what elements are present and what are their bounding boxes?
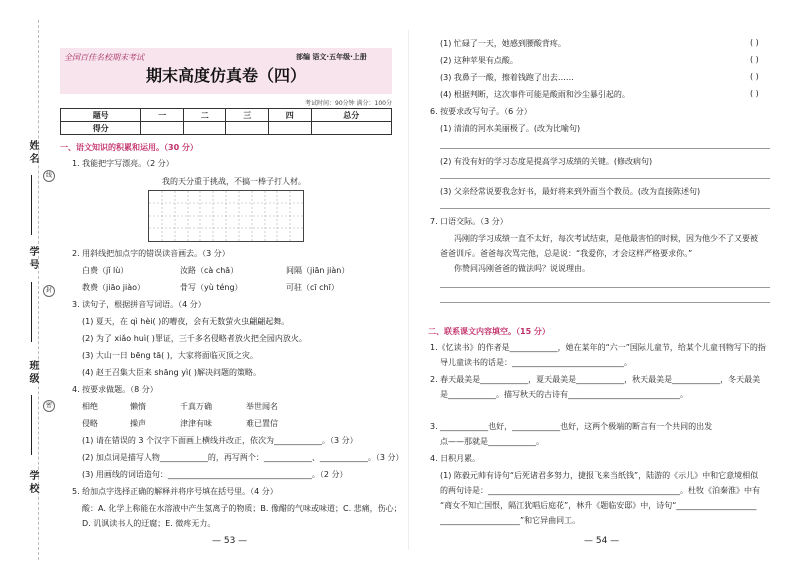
word-item: 难已置信 [246, 419, 278, 428]
question-5: 5. 给加点字选择正确的解释并将序号填在括号里。（4 分） [72, 487, 278, 496]
binding-id-label: 学号 [27, 246, 38, 272]
binding-school-label: 学校 [27, 470, 38, 496]
poem-question-line: ____________________”和它异曲同工。 [440, 516, 581, 525]
question-3-item: (4) 赵王召集大臣来 shāng yì( )解决问题的策略。 [82, 368, 261, 377]
score-cell: 得分 [61, 122, 141, 135]
score-input-cell[interactable] [141, 122, 184, 135]
answer-bracket[interactable]: ( ) [750, 89, 759, 98]
page-number-left: — 53 — [212, 536, 248, 546]
question-7-paragraph: 冯刚的学习成绩一直不太好，每次考试结束，是他最害怕的时候，因为他少不了又要被 [454, 234, 758, 243]
writing-grid-lines [149, 191, 303, 241]
fill-blank-question: 是____________。描写秋天的古诗有____________________________。 [440, 390, 688, 399]
poem-question-line: “商女不知亡国恨，隔江犹唱后庭花”，林升《题临安邸》中，诗句“____________________ [440, 501, 757, 510]
pinyin-option[interactable]: 汝路（cà chā） [180, 266, 239, 275]
question-6: 6. 按要求改写句子。（6 分） [430, 107, 532, 116]
question-4-sub: (3) 用画线的词语造句：____________________________________。（2 分） [82, 470, 348, 479]
answer-line[interactable] [440, 287, 770, 288]
answer-bracket[interactable]: ( ) [750, 38, 759, 47]
score-table [60, 108, 392, 135]
score-cell: 三 [226, 109, 269, 122]
score-cell: 二 [183, 109, 226, 122]
word-item: 相绝 [82, 402, 98, 411]
answer-line[interactable] [440, 302, 770, 303]
question-5-options: 酸：A. 化学上称能在水溶液中产生氢离子的物质；B. 像醋的气味或味道；C. 悲痛，伤心； [82, 504, 402, 513]
pinyin-option[interactable]: 白费（jǐ lù） [82, 266, 129, 275]
pinyin-option[interactable]: 骨写（yù téng） [180, 283, 243, 292]
question-3-item: (2) 为了 xiǎo huì( )罪证，三千多名侵略者放火把全园内放火。 [82, 334, 307, 343]
binding-mark-feng: 封 [43, 285, 55, 297]
exam-time-info: 考试时间：90分钟 满分：100分 [305, 100, 392, 107]
question-7: 7. 口语交际。（3 分） [430, 217, 508, 226]
pinyin-option[interactable]: 可驻（cī chī） [286, 283, 339, 292]
question-6-item: (2) 有没有好的学习态度是提高学习成绩的关键。(修改病句) [440, 157, 653, 166]
score-cell: 一 [141, 109, 184, 122]
question-3-item: (3) 大山一日 bēng tā( )，大家将面临灭顶之灾。 [82, 351, 258, 360]
score-cell: 总分 [311, 109, 391, 122]
score-table-row-header [61, 109, 392, 122]
word-item: 津津有味 [180, 419, 212, 428]
question-1: 1. 我能把字写漂亮。（2 分） [72, 159, 174, 168]
pinyin-option[interactable]: 间隔（jiān jiàn） [286, 266, 350, 275]
section-1-title: 一、语文知识的积累和运用。（30 分） [60, 143, 198, 152]
word-item: 懒惰 [130, 402, 146, 411]
score-input-cell[interactable] [311, 122, 391, 135]
score-input-cell[interactable] [269, 122, 312, 135]
question-7-paragraph: 爸爸训斥。爸爸每次骂完他，总是说：“我爱你，才会这样严格要求你。” [440, 249, 693, 258]
question-1-text: 我的天分重于挑战，不搞一棒子打人材。 [162, 177, 306, 186]
page-number-right: — 54 — [584, 536, 620, 546]
page-divider [408, 30, 409, 550]
word-item: 操声 [130, 419, 146, 428]
binding-class-label: 班级 [27, 360, 38, 386]
fill-blank-question: 2. 春天最美是____________，夏天最美是____________，秋天最美是____________，冬天最美 [430, 375, 761, 384]
fill-blank-question: 1.《忆读书》的作者是____________，她在某年的“六一”国际儿童节，给某个儿童刊物写下的指 [430, 343, 766, 352]
header-slogan: 全国百佳名校期末考试 [64, 53, 144, 62]
score-table-row-score [61, 122, 392, 135]
question-6-item: (3) 父亲经常说要我念好书，最好将来到外面当个教员。(改为直接陈述句) [440, 187, 701, 196]
question-7-prompt: 你赞同冯刚爸爸的做法吗？说说理由。 [454, 264, 590, 273]
answer-line[interactable] [440, 178, 770, 179]
word-item: 举世闻名 [246, 402, 278, 411]
question-5-item: (4) 根据判断，这次事件可能是酸雨和沙尘暴引起的。 [440, 90, 630, 99]
fill-blank-question: 3. ____________也好，____________也好，这两个极端的断言有一个共同的出发 [430, 422, 713, 431]
writing-grid[interactable] [148, 190, 304, 242]
word-item: 侵略 [82, 419, 98, 428]
name-write-line [31, 175, 32, 235]
score-cell: 题号 [61, 109, 141, 122]
word-item: 千真万确 [180, 402, 212, 411]
question-3-item: (1) 夏天，在 qì hèi( )的嘈夜，会有无数萤火虫翩翩起舞。 [82, 317, 290, 326]
question-2: 2. 用斜线把加点字的错误读音画去。（3 分） [72, 249, 230, 258]
question-5-item: (2) 这种苹果有点酸。 [440, 56, 518, 65]
score-input-cell[interactable] [183, 122, 226, 135]
question-4-sub: (1) 请在错误的 3 个汉字下面画上横线并改正，依次为____________。（3 分） [82, 436, 358, 445]
question-5-item: (3) 我鼻子一酸，擦着钱跑了出去…… [440, 73, 574, 82]
header-edition: 部编 语文·五年级·上册 [296, 53, 367, 61]
fill-blank-question: 导儿童读书的话是：____________________________。 [440, 358, 632, 367]
binding-strip [0, 0, 50, 576]
answer-bracket[interactable]: ( ) [750, 55, 759, 64]
question-5-item: (1) 忙碌了一天，她感到腰酸背疼。 [440, 39, 566, 48]
binding-name-label: 姓名 [27, 140, 38, 166]
answer-line[interactable] [440, 208, 770, 209]
question-6-item: (1) 清清的河水美丽极了。(改为比喻句) [440, 124, 581, 133]
poem-question-line: (1) 陈毅元帅有诗句“后死诸君多努力，捷报飞来当纸钱”，陆游的《示儿》中和它意境相似 [440, 471, 759, 480]
question-5-options: D. 讥讽读书人的迂腐；E. 微疼无力。 [82, 519, 216, 528]
poem-question-line: 的两句诗是：________________________________________________。杜牧《泊秦淮》中有 [440, 486, 760, 495]
answer-line[interactable] [440, 148, 770, 149]
question-4: 4. 按要求做题。（8 分） [72, 385, 158, 394]
exam-title: 期末高度仿真卷（四） [145, 66, 306, 85]
binding-mark-xian: 线 [43, 170, 55, 182]
section-2-title: 二、联系课文内容填空。（15 分） [428, 327, 550, 336]
question-3: 3. 读句子，根据拼音写词语。（4 分） [72, 300, 206, 309]
question-4-right: 4. 日积月累。 [430, 454, 481, 463]
binding-mark-mi: 密 [43, 400, 55, 412]
pinyin-option[interactable]: 教费（jiāo jiào） [82, 283, 146, 292]
id-write-line [31, 282, 32, 342]
answer-bracket[interactable]: ( ) [750, 72, 759, 81]
fill-blank-question: 点——那就是____________。 [440, 437, 544, 446]
score-input-cell[interactable] [226, 122, 269, 135]
score-cell: 四 [269, 109, 312, 122]
question-4-sub: (2) 加点词是描写人物____________的，再写两个：____________、____________。（3 分） [82, 453, 404, 462]
class-write-line [31, 395, 32, 455]
